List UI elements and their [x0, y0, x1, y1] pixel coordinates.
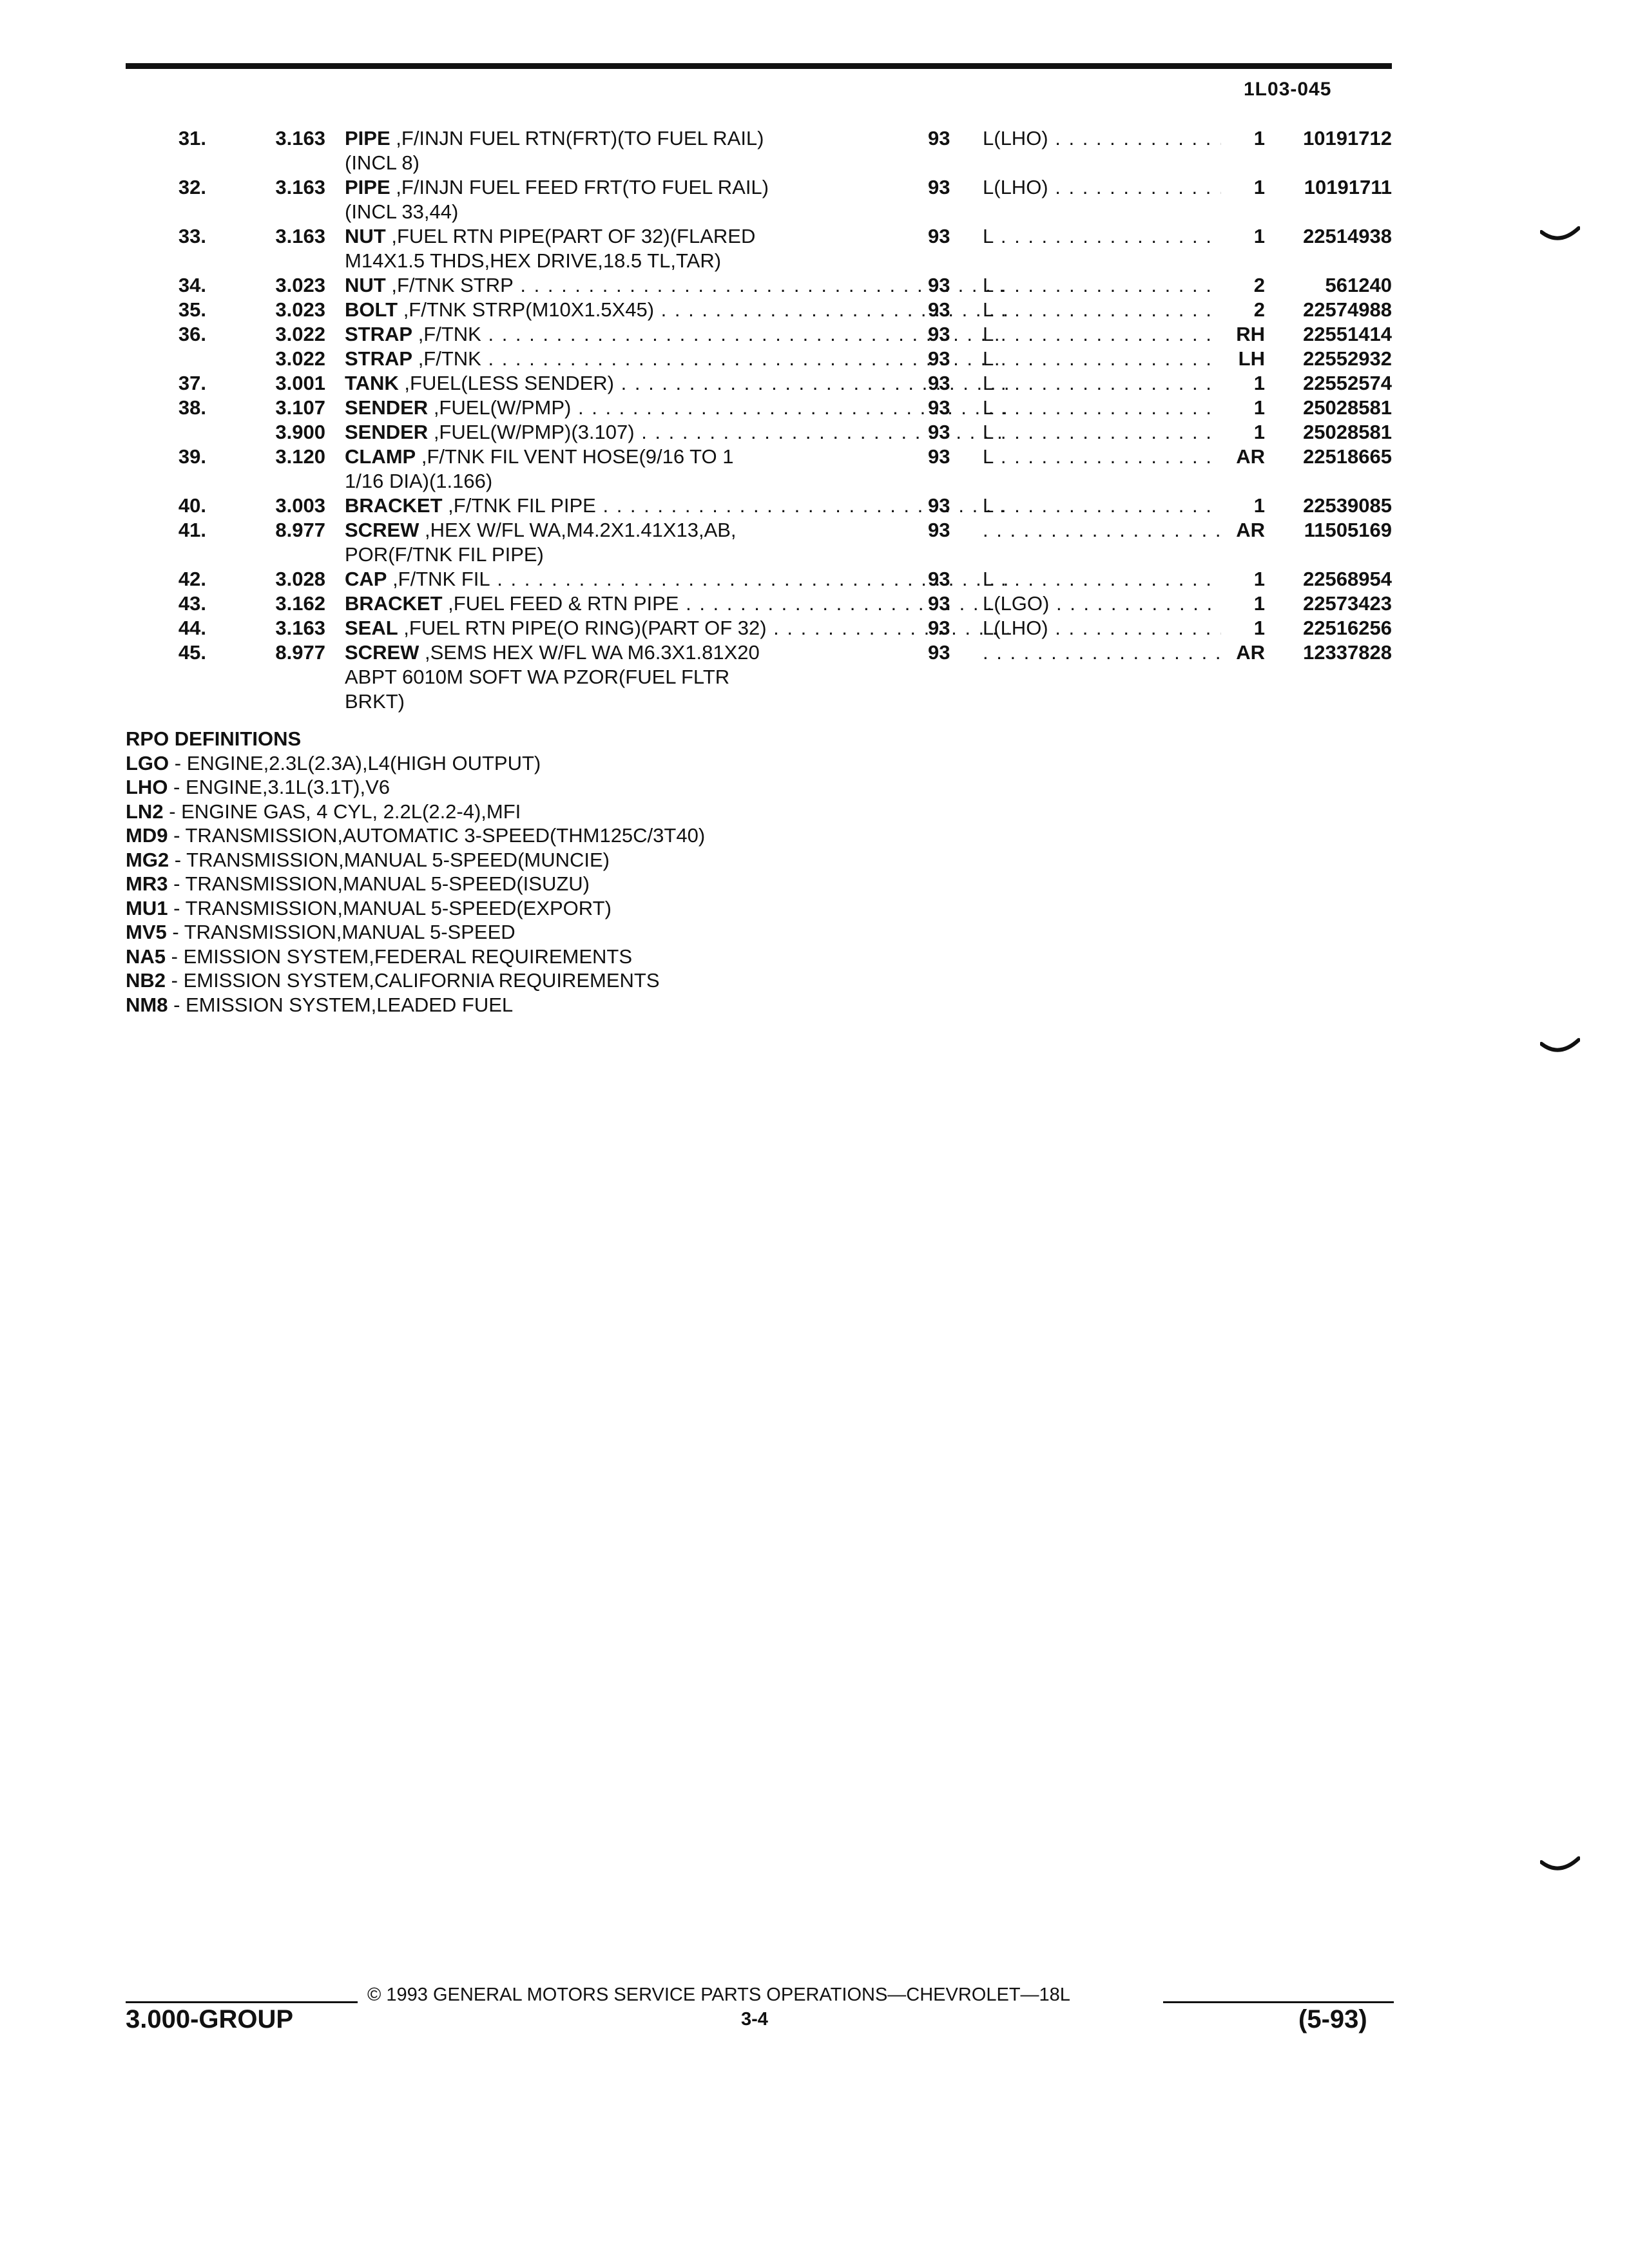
part-number: 10191712	[1303, 127, 1392, 149]
group-number: 3.120	[275, 445, 325, 468]
quantity: 1	[1221, 371, 1265, 396]
part-number: 22568954	[1303, 568, 1392, 590]
rpo-text: - ENGINE,3.1L(3.1T),V6	[168, 776, 390, 798]
part-description	[345, 126, 1008, 175]
model-year: 93	[928, 176, 950, 198]
part-name: BRACKET	[345, 494, 443, 517]
item-number: 36.	[178, 323, 206, 345]
model-year: 93	[928, 568, 950, 590]
usage-code: L . . .	[983, 396, 1228, 420]
rpo-item	[126, 823, 705, 848]
part-name: CLAMP	[345, 445, 416, 468]
part-name: SCREW	[345, 641, 419, 664]
part-description	[345, 445, 1008, 494]
part-desc-continuation: M14X1.5 THDS,HEX DRIVE,18.5 TL,TAR)	[345, 249, 722, 272]
part-name: NUT	[345, 274, 386, 296]
part-desc-text: ,FUEL(LESS SENDER)	[398, 372, 614, 394]
rpo-text: - ENGINE GAS, 4 CYL, 2.2L(2.2-4),MFI	[163, 800, 521, 823]
quantity: AR	[1221, 518, 1265, 543]
part-desc-text: ,FUEL FEED & RTN PIPE	[442, 592, 679, 615]
group-number: 3.023	[275, 298, 325, 321]
quantity: LH	[1221, 347, 1265, 371]
quantity: 2	[1221, 298, 1265, 322]
group-number: 3.162	[275, 592, 325, 615]
part-description	[345, 175, 1008, 224]
rpo-item	[126, 896, 705, 921]
item-number: 38.	[178, 396, 206, 419]
item-number: 32.	[178, 176, 206, 198]
quantity: AR	[1221, 445, 1265, 469]
group-number: 3.023	[275, 274, 325, 296]
rpo-code: MG2	[126, 848, 169, 871]
footer-rule-right	[1163, 2001, 1394, 2003]
usage-code: L(LGO) . . .	[983, 591, 1228, 616]
rpo-text: - EMISSION SYSTEM,LEADED FUEL	[168, 993, 514, 1016]
group-number: 3.163	[275, 127, 325, 149]
part-number: 10191711	[1304, 176, 1392, 198]
usage-code: L . . .	[983, 567, 1228, 591]
part-desc-continuation: (INCL 8)	[345, 151, 419, 174]
rpo-code: MU1	[126, 896, 168, 919]
rpo-list	[126, 751, 705, 1017]
quantity: 2	[1221, 273, 1265, 298]
part-number: 22552932	[1303, 347, 1392, 370]
model-year: 93	[928, 127, 950, 149]
part-name: SENDER	[345, 396, 429, 419]
rpo-code: MR3	[126, 872, 168, 895]
part-desc-text: ,F/TNK FIL PIPE	[442, 494, 596, 517]
group-number: 3.001	[275, 372, 325, 394]
model-year: 93	[928, 519, 950, 541]
group-number: 3.163	[275, 225, 325, 247]
quantity: 1	[1221, 567, 1265, 591]
part-number: 25028581	[1303, 421, 1392, 443]
part-desc-text: ,F/TNK FIL VENT HOSE(9/16 TO 1	[416, 445, 734, 468]
part-description	[345, 640, 1008, 714]
quantity: 1	[1221, 396, 1265, 420]
footer-group: 3.000-GROUP	[126, 2005, 294, 2033]
group-number: 3.900	[275, 421, 325, 443]
group-number: 3.028	[275, 568, 325, 590]
part-name: STRAP	[345, 323, 413, 345]
part-desc-text: ,F/TNK STRP	[385, 274, 514, 296]
item-number: 34.	[178, 274, 206, 296]
model-year: 93	[928, 421, 950, 443]
usage-code: L . . .	[983, 273, 1228, 298]
part-row	[126, 347, 1395, 371]
part-desc-text: ,F/INJN FUEL RTN(FRT)(TO FUEL RAIL)	[390, 127, 764, 149]
model-year: 93	[928, 274, 950, 296]
footer-copyright: © 1993 GENERAL MOTORS SERVICE PARTS OPERATIONS—CHEVROLET—18L	[367, 1984, 1070, 2005]
part-row	[126, 420, 1395, 445]
model-year: 93	[928, 494, 950, 517]
model-year: 93	[928, 298, 950, 321]
footer-rule-left	[126, 2001, 358, 2003]
rpo-item	[126, 848, 705, 872]
part-number: 22573423	[1303, 592, 1392, 615]
group-number: 3.022	[275, 323, 325, 345]
part-row	[126, 126, 1395, 175]
usage-code	[983, 518, 1228, 543]
rpo-code: NM8	[126, 993, 168, 1016]
part-number: 561240	[1325, 274, 1392, 296]
part-description	[345, 494, 1008, 518]
part-row	[126, 518, 1395, 567]
quantity: 1	[1221, 420, 1265, 445]
group-number: 3.107	[275, 396, 325, 419]
item-number: 41.	[178, 519, 206, 541]
part-desc-text: ,SEMS HEX W/FL WA M6.3X1.81X20	[419, 641, 760, 664]
model-year: 93	[928, 641, 950, 664]
part-number: 12337828	[1303, 641, 1392, 664]
part-desc-continuation: POR(F/TNK FIL PIPE)	[345, 543, 544, 566]
model-year: 93	[928, 347, 950, 370]
item-number: 44.	[178, 617, 206, 639]
footer-page-number: 3-4	[741, 2009, 768, 2030]
item-number: 35.	[178, 298, 206, 321]
group-number: 3.163	[275, 617, 325, 639]
quantity: RH	[1221, 322, 1265, 347]
part-desc-text: ,HEX W/FL WA,M4.2X1.41X13,AB,	[419, 519, 737, 541]
part-desc-text: ,F/INJN FUEL FEED FRT(TO FUEL RAIL)	[390, 176, 769, 198]
rpo-title: RPO DEFINITIONS	[126, 727, 302, 750]
quantity: 1	[1221, 494, 1265, 518]
part-description	[345, 273, 1008, 298]
group-number: 8.977	[275, 641, 325, 664]
rpo-text: - TRANSMISSION,MANUAL 5-SPEED(MUNCIE)	[169, 848, 610, 871]
item-number: 33.	[178, 225, 206, 247]
part-desc-continuation: (INCL 33,44)	[345, 200, 459, 223]
part-name: PIPE	[345, 127, 390, 149]
part-name: BOLT	[345, 298, 398, 321]
parts-list	[126, 126, 1395, 714]
part-row	[126, 591, 1395, 616]
usage-code: L(LHO) . . .	[983, 616, 1228, 640]
part-name: SEAL	[345, 617, 398, 639]
top-rule	[126, 63, 1392, 69]
part-description	[345, 371, 1008, 396]
rpo-text: - EMISSION SYSTEM,CALIFORNIA REQUIREMENTS	[166, 969, 660, 992]
part-row	[126, 396, 1395, 420]
model-year: 93	[928, 372, 950, 394]
item-number: 37.	[178, 372, 206, 394]
rpo-item	[126, 945, 705, 969]
part-description	[345, 420, 1008, 445]
part-desc-text: ,FUEL(W/PMP)(3.107)	[428, 421, 635, 443]
group-number: 3.003	[275, 494, 325, 517]
quantity: 1	[1221, 126, 1265, 151]
rpo-definitions	[126, 727, 705, 1017]
page-code: 1L03-045	[1244, 79, 1332, 100]
part-description	[345, 298, 1008, 322]
part-row	[126, 616, 1395, 640]
usage-code: L(LHO) . . .	[983, 126, 1228, 151]
part-description	[345, 396, 1008, 420]
usage-code: L . . .	[983, 420, 1228, 445]
part-desc-continuation: BRKT)	[345, 690, 405, 713]
usage-code: L . . .	[983, 347, 1228, 371]
part-name: TANK	[345, 372, 399, 394]
part-name: SENDER	[345, 421, 429, 443]
binder-mark-3	[1540, 1856, 1580, 1878]
quantity: 1	[1221, 591, 1265, 616]
model-year: 93	[928, 592, 950, 615]
part-row	[126, 273, 1395, 298]
part-desc-text: ,F/TNK	[412, 347, 481, 370]
quantity: 1	[1221, 175, 1265, 200]
group-number: 3.163	[275, 176, 325, 198]
part-row	[126, 224, 1395, 273]
binder-mark-1	[1540, 226, 1580, 247]
part-desc-continuation: ABPT 6010M SOFT WA PZOR(FUEL FLTR	[345, 666, 730, 688]
rpo-code: NA5	[126, 945, 166, 968]
part-desc-text: ,F/TNK STRP(M10X1.5X45)	[398, 298, 655, 321]
rpo-text: - TRANSMISSION,AUTOMATIC 3-SPEED(THM125C/3T40)	[168, 824, 706, 847]
part-number: 25028581	[1303, 396, 1392, 419]
rpo-text: - ENGINE,2.3L(2.3A),L4(HIGH OUTPUT)	[169, 751, 541, 774]
rpo-code: MD9	[126, 824, 168, 847]
part-number: 22514938	[1303, 225, 1392, 247]
usage-code: L(LHO) . . .	[983, 175, 1228, 200]
rpo-item	[126, 872, 705, 896]
quantity: 1	[1221, 224, 1265, 249]
part-number: 22574988	[1303, 298, 1392, 321]
part-row	[126, 322, 1395, 347]
rpo-code: MV5	[126, 921, 167, 943]
rpo-text: - TRANSMISSION,MANUAL 5-SPEED(ISUZU)	[168, 872, 590, 895]
part-name: CAP	[345, 568, 387, 590]
part-name: NUT	[345, 225, 386, 247]
part-row	[126, 175, 1395, 224]
part-desc-text: ,F/TNK	[412, 323, 481, 345]
model-year: 93	[928, 323, 950, 345]
part-name: PIPE	[345, 176, 390, 198]
usage-code	[983, 640, 1228, 665]
item-number: 31.	[178, 127, 206, 149]
part-number: 22552574	[1303, 372, 1392, 394]
part-description	[345, 518, 1008, 567]
part-description	[345, 347, 1008, 371]
part-row	[126, 494, 1395, 518]
part-desc-text: ,FUEL(W/PMP)	[428, 396, 572, 419]
item-number: 45.	[178, 641, 206, 664]
part-row	[126, 640, 1395, 714]
group-number: 8.977	[275, 519, 325, 541]
part-row	[126, 371, 1395, 396]
model-year: 93	[928, 225, 950, 247]
model-year: 93	[928, 396, 950, 419]
part-desc-continuation: 1/16 DIA)(1.166)	[345, 470, 493, 492]
model-year: 93	[928, 617, 950, 639]
rpo-item	[126, 775, 705, 800]
rpo-code: LHO	[126, 776, 168, 798]
usage-code: L . . .	[983, 322, 1228, 347]
rpo-text: - EMISSION SYSTEM,FEDERAL REQUIREMENTS	[166, 945, 633, 968]
rpo-item	[126, 920, 705, 945]
part-row	[126, 567, 1395, 591]
part-desc-text: ,F/TNK FIL	[387, 568, 490, 590]
part-desc-text: ,FUEL RTN PIPE(PART OF 32)(FLARED	[385, 225, 756, 247]
part-number: 22539085	[1303, 494, 1392, 517]
part-number: 22518665	[1303, 445, 1392, 468]
part-number: 22551414	[1303, 323, 1392, 345]
usage-code: L . . .	[983, 494, 1228, 518]
group-number: 3.022	[275, 347, 325, 370]
part-description	[345, 224, 1008, 273]
part-description	[345, 322, 1008, 347]
part-number: 11505169	[1304, 519, 1392, 541]
rpo-item	[126, 800, 705, 824]
part-row	[126, 298, 1395, 322]
item-number: 42.	[178, 568, 206, 590]
footer-date: (5-93)	[1298, 2005, 1367, 2033]
rpo-code: LN2	[126, 800, 164, 823]
part-number: 22516256	[1303, 617, 1392, 639]
part-desc-text: ,FUEL RTN PIPE(O RING)(PART OF 32)	[398, 617, 767, 639]
rpo-code: LGO	[126, 751, 169, 774]
part-description	[345, 567, 1008, 591]
usage-code: L . . .	[983, 298, 1228, 322]
quantity: 1	[1221, 616, 1265, 640]
rpo-text: - TRANSMISSION,MANUAL 5-SPEED(EXPORT)	[168, 896, 612, 919]
part-description	[345, 591, 1008, 616]
part-description	[345, 616, 1008, 640]
rpo-item	[126, 751, 705, 776]
usage-code: L . . .	[983, 445, 1228, 469]
usage-code: L . . .	[983, 371, 1228, 396]
item-number: 43.	[178, 592, 206, 615]
usage-code: L . . .	[983, 224, 1228, 249]
rpo-item	[126, 993, 705, 1017]
quantity: AR	[1221, 640, 1265, 665]
rpo-item	[126, 968, 705, 993]
item-number: 39.	[178, 445, 206, 468]
part-name: SCREW	[345, 519, 419, 541]
rpo-code: NB2	[126, 969, 166, 992]
item-number: 40.	[178, 494, 206, 517]
binder-mark-2	[1540, 1037, 1580, 1059]
model-year: 93	[928, 445, 950, 468]
part-name: BRACKET	[345, 592, 443, 615]
part-name: STRAP	[345, 347, 413, 370]
part-row	[126, 445, 1395, 494]
rpo-text: - TRANSMISSION,MANUAL 5-SPEED	[166, 921, 516, 943]
